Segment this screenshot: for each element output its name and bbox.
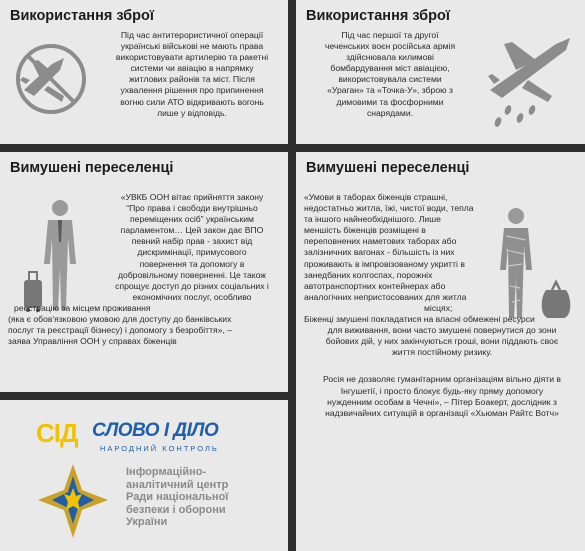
text-line: певний набір прав - захист від	[131, 236, 253, 247]
panel-displaced-ukraine	[0, 152, 288, 392]
text-line: повернення та допомогу в	[139, 258, 245, 269]
text-line: «Ураган» та «Точка-У», зброю з	[327, 85, 453, 96]
text-line: українські військові не мають права	[120, 41, 264, 52]
text-line: Інгушетії, і просто блокує будь-яку пряму допомогу	[340, 385, 544, 396]
text-line: меншість біженців розміщені в	[304, 225, 426, 236]
text-line: використовувала системи	[338, 74, 442, 85]
text-line: для виживання, вони часто змушені повернутися до зони	[327, 325, 557, 336]
panel-title: Використання зброї	[10, 8, 154, 24]
text-line: бомбардування міст авіацією,	[330, 63, 450, 74]
text-line: ухвалення рішення про припинення	[120, 85, 264, 96]
panel-title: Вимушені переселенці	[10, 160, 174, 176]
rnbo-line: України	[126, 516, 168, 529]
text-line: послуг та реєстрації бізнесу) і допомогу з безробіття», –	[8, 325, 233, 336]
rnbo-emblem-icon	[36, 462, 110, 540]
panel-text-wide	[8, 303, 284, 347]
text-line: використовувати артилерію та ракетні	[115, 52, 269, 63]
text-line: добровільному поверненні. Це також	[117, 269, 267, 280]
text-line: проживають в імпровізованому укритті в	[304, 258, 465, 269]
text-line: дискримінації, примусового	[137, 247, 247, 258]
text-line: лише у відповідь.	[157, 107, 227, 118]
text-line: економічних послуг, особливо	[132, 291, 252, 302]
slovo-logo-title: СЛОВО І ДІЛО	[92, 420, 219, 441]
rnbo-line: Інформаційно-	[126, 466, 207, 478]
text-line: Біженці змушені покладатися на власні обмежені ресурси	[304, 314, 535, 325]
text-line: надзвичайних ситуацій в організації «Хьюман Райтс Вотч»	[325, 407, 559, 418]
text-line: життя постійному ризику.	[391, 347, 493, 358]
text-line: аналогічних непристосованих для житла	[304, 291, 467, 302]
slovo-logo-subtitle: НАРОДНИЙ КОНТРОЛЬ	[100, 444, 219, 453]
panel-logos	[0, 400, 288, 551]
text-line: житлових районів та міст. Після	[129, 74, 255, 85]
text-line: реєстрацію за місцем проживання	[14, 303, 151, 313]
panel-displaced-russia	[296, 152, 585, 551]
text-line: занедбаних колгоспах, порожніх	[304, 269, 433, 280]
text-line: димовими та фосфорними	[336, 96, 444, 107]
text-line: Під час антитерористичної операції	[120, 30, 264, 40]
text-line: та іншого найнеобхіднішого. Лише	[304, 214, 441, 225]
text-line: автотранспортних контейнерах або	[304, 280, 446, 291]
panel-text	[304, 30, 476, 119]
text-line: здійснювала килимові	[346, 52, 434, 63]
text-line: снарядами.	[366, 107, 414, 118]
text-line: бойових дій, у них закінчуються гроші, вони піддають своє	[325, 336, 559, 347]
bomber-plane-icon	[486, 30, 576, 130]
rnbo-title	[126, 466, 228, 529]
panel-title: Використання зброї	[306, 8, 450, 24]
text-line: «Умови в таборах біженців страшні,	[304, 192, 448, 202]
text-line: заява Управління ООН у справах біженців	[8, 336, 177, 347]
text-line: нужденним особам в Чечні», – Пітер Боакерт, дослідник з	[327, 396, 557, 407]
text-line: спрощує доступ до різних соціальних і	[115, 280, 269, 291]
rnbo-line: Ради національної	[126, 491, 229, 504]
panel-text	[102, 192, 282, 303]
text-line: вогню сили АТО відкривають вогонь	[120, 96, 264, 107]
panel-weapons-russia	[296, 0, 585, 144]
text-line: (яка є обов'язковою умовою для доступу до банківських	[8, 314, 232, 325]
text-line: системи чи авіацію в напрямку	[130, 63, 254, 74]
text-line: чеченських воєн російська армія	[324, 41, 456, 52]
rnbo-line: аналітичний центр	[126, 478, 229, 491]
panel-weapons-ukraine	[0, 0, 288, 144]
text-line: «УВКБ ООН вітає прийняття закону	[120, 192, 264, 202]
text-line: Під час першої та другої	[341, 30, 439, 40]
text-line: Росія не дозволяє гуманітарним організаціям вільно діяти в	[323, 374, 561, 385]
refugee-with-suitcase-icon	[20, 198, 84, 316]
panel-text-1	[304, 192, 580, 419]
text-line: “Про права і свободи внутрішньо	[126, 203, 258, 214]
text-line: залізничних вагонах - більшість із них	[304, 247, 455, 258]
text-line: недостатньо житла, їжі, чистої води, тепла	[304, 203, 474, 214]
panel-title: Вимушені переселенці	[306, 160, 470, 176]
text-line: місцях;	[424, 302, 453, 313]
crossed-out-plane-icon	[12, 40, 90, 118]
text-line: переповнених наметових таборах або	[304, 236, 457, 247]
rnbo-line: безпеки і оборони	[126, 503, 226, 516]
slovo-logo-mark: СІД	[36, 418, 78, 448]
panel-text	[102, 30, 282, 119]
text-line: переміщених осіб” українським	[130, 214, 254, 225]
text-line: парламентом… Цей закон дає ВПО	[120, 225, 264, 236]
